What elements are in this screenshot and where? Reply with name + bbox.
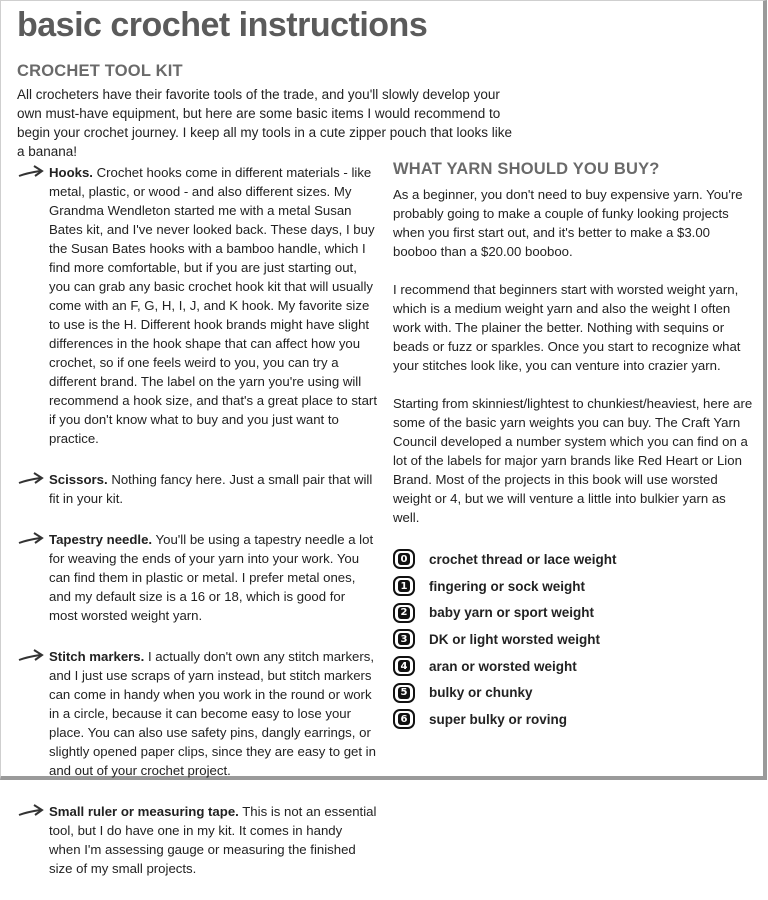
tool-description: Nothing fancy here. Just a small pair that will fit in your kit. (49, 472, 373, 506)
tool-name: Tapestry needle. (49, 532, 153, 547)
yarn-paragraph: I recommend that beginners start with worsted weight yarn, which is a medium weight yarn and also the weight I often work with. The plainer the better. Nothing with sequins or beads or fuzz or sparkles. Once you start to recognize what your stitches look like, you can venture into crazier yarn. (393, 282, 741, 373)
yarn-weight-item (393, 626, 755, 653)
yarn-weight-badge-icon: 0 (393, 549, 415, 569)
yarn-weight-label: baby yarn or sport weight (429, 605, 595, 621)
yarn-weight-item (393, 706, 755, 733)
tool-list (17, 163, 377, 900)
yarn-weight-badge-icon: 2 (393, 603, 415, 623)
tool-kit-intro: All crocheters have their favorite tools of the trade, and you'll slowly develop your own must-have equipment, but here are some basic items I would recommend to begin your crochet journey. I keep all my tools in a cute zipper pouch that looks like a banana! (17, 87, 513, 159)
yarn-weight-item (393, 599, 755, 626)
yarn-weight-badge-icon: 1 (393, 576, 415, 596)
tool-name: Scissors. (49, 472, 108, 487)
yarn-weight-list (393, 546, 755, 733)
yarn-weight-label: DK or light worsted weight (429, 631, 600, 647)
tool-item-tapestry-needle (17, 530, 377, 625)
tool-item-scissors (17, 470, 377, 508)
yarn-paragraph: Starting from skinniest/lightest to chunkiest/heaviest, here are some of the basic yarn weights you can buy. The Craft Yarn Council developed a number system which you can find on a lot of the labels for major yarn brands like Red Heart or Lion Brand. Most of the projects in this book will use worsted weight or 4, but we will venture a little into bulkier yarn as well. (393, 396, 753, 525)
yarn-weight-item (393, 573, 755, 600)
yarn-weight-badge-icon: 6 (393, 709, 415, 729)
arrow-icon (17, 531, 45, 547)
tool-description: I actually don't own any stitch markers, and I just use scraps of yarn instead, but stitch markers can come in handy when you work in the round or work in a circle, because it can become easy to lose your place. You can also use safety pins, dangly earrings, or slightly opened paper clips, since they are easy to get in and out of your crochet project. (49, 649, 376, 778)
yarn-weight-label: super bulky or roving (429, 711, 568, 727)
yarn-section (393, 160, 755, 733)
yarn-weight-label: fingering or sock weight (429, 578, 586, 594)
tool-item-hooks (17, 163, 377, 448)
yarn-heading: WHAT YARN SHOULD YOU BUY? (393, 160, 660, 178)
yarn-weight-badge-icon: 4 (393, 656, 415, 676)
arrow-icon (17, 471, 45, 487)
tool-name: Small ruler or measuring tape. (49, 804, 239, 819)
tool-item-ruler (17, 802, 377, 878)
yarn-weight-badge-icon: 5 (393, 683, 415, 703)
yarn-weight-label: crochet thread or lace weight (429, 551, 617, 567)
yarn-paragraph: As a beginner, you don't need to buy expensive yarn. You're probably going to make a couple of funky looking projects when you first start out, and it's better to make a $3.00 booboo than a $20.00 booboo. (393, 187, 743, 259)
arrow-icon (17, 164, 45, 180)
page-title: basic crochet instructions (17, 6, 428, 44)
yarn-weight-item (393, 546, 755, 573)
tool-item-stitch-markers (17, 647, 377, 780)
tool-kit-heading: CROCHET TOOL KIT (17, 62, 183, 80)
tool-description: Crochet hooks come in different materials - like metal, plastic, or wood - and also different sizes. My Grandma Wendleton started me with a metal Susan Bates kit, and I've never looked back. These days, I buy the Susan Bates hooks with a bamboo handle, which I find more comfortable, but if you are just starting out, you can grab any basic crochet hook kit that will usually come with an F, G, H, I, J, and K hook. My favorite size to use is the H. Different hook brands might have slight differences in the hook shape that can affect how you crochet, so if one feels weird to you, you can try a different brand. The label on the yarn you're using will recommend a hook size, and that's a great place to start if you don't know what to buy and you just want to practice. (49, 165, 377, 446)
yarn-weight-badge-icon: 3 (393, 629, 415, 649)
arrow-icon (17, 803, 45, 819)
yarn-weight-item (393, 653, 755, 680)
tool-name: Stitch markers. (49, 649, 145, 664)
tool-description: You'll be using a tapestry needle a lot for weaving the ends of your yarn into your work. You can find them in plastic or metal. I prefer metal ones, and my default size is a 16 or 18, which is good for most worsted weight yarn. (49, 532, 374, 623)
yarn-weight-item (393, 679, 755, 706)
arrow-icon (17, 648, 45, 664)
tool-description: This is not an essential tool, but I do have one in my kit. It comes in handy when I'm assessing gauge or measuring the finished size of my small projects. (49, 804, 377, 876)
tool-name: Hooks. (49, 165, 93, 180)
yarn-weight-label: bulky or chunky (429, 685, 533, 701)
yarn-weight-label: aran or worsted weight (429, 658, 577, 674)
